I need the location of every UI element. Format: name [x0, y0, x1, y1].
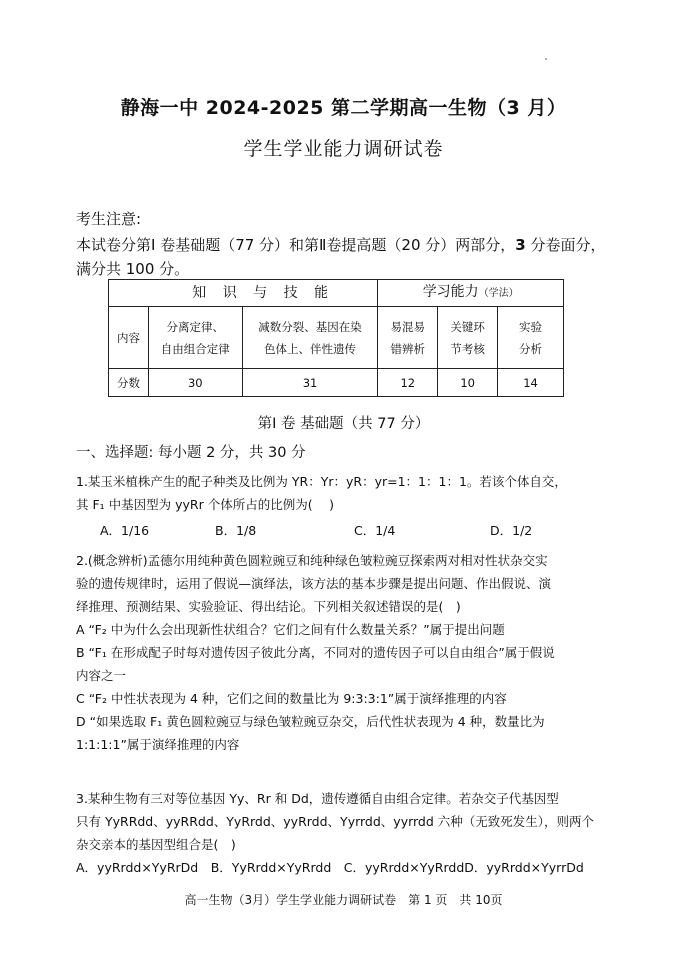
notice-text-bold: 3: [515, 236, 526, 254]
content-cell: [438, 307, 498, 369]
question-line: 只有 YyRRdd、yyRRdd、YyRrdd、yyRrdd、Yyrrdd、yyrrdd 六种（无致死发生），则两个: [76, 814, 595, 829]
choice-section-title: 一、选择题: 每小题 2 分，共 30 分: [76, 445, 306, 461]
question-line: 1.某玉米植株产生的配子种类及比例为 YR：Yr：yR：yr=1：1：1：1。若该个体自交，: [76, 474, 567, 489]
learning-ability-note: （学法）: [478, 288, 519, 299]
exam-title: 静海一中 2024-2025 第二学期高一生物（3 月）: [120, 97, 567, 119]
question-line: 绎推理、预测结果、实验验证、得出结论。下列相关叙述错误的是( ): [76, 599, 461, 614]
option-c: C “F₂ 中性状表现为 4 种，它们之间的数量比为 9:3:3:1”属于演绎推理的内容: [76, 691, 507, 706]
content-label-cell: 内容: [109, 307, 149, 369]
content-line: 色体上、伴性遗传: [264, 341, 357, 356]
table-score-row: [109, 369, 564, 397]
question-2: [76, 549, 624, 756]
learning-ability-header: [378, 280, 564, 307]
table-header-row: [109, 280, 564, 307]
question-3: [76, 787, 624, 879]
score-distribution-table: [108, 279, 564, 397]
part1-title: 第Ⅰ 卷 基础题（共 77 分）: [257, 416, 430, 432]
notice-text-part2: 分卷面分，满分共 100 分。: [76, 236, 606, 278]
page-footer: 高一生物（3月）学生学业能力调研试卷 第 1 页 共 10页: [184, 893, 503, 907]
question-1: [76, 470, 624, 516]
knowledge-skill-header: [109, 280, 378, 307]
content-cell: [148, 307, 242, 369]
notice-text: [76, 233, 616, 281]
question-line: 2.(概念辨析)孟德尔用纯种黄色圆粒豌豆和纯种绿色皱粒豌豆探索两对相对性状杂交实: [76, 553, 548, 568]
score-cell: 30: [148, 369, 242, 397]
exam-subtitle: 学生学业能力调研试卷: [243, 138, 444, 160]
content-line: 易混易: [390, 319, 426, 334]
option-a: A．1/16: [100, 523, 150, 538]
learning-ability-label: 学习能力: [422, 284, 479, 300]
content-cell: [498, 307, 564, 369]
content-cell: [242, 307, 378, 369]
option-d: D “如果选取 F₁ 黄色圆粒豌豆与绿色皱粒豌豆杂交，后代性状表现为 4 种，数量比为: [76, 714, 545, 729]
knowledge-skill-label: 知 识 与 技 能: [192, 285, 335, 301]
question-line: 杂交亲本的基因型组合是( ): [76, 837, 236, 852]
score-cell: 31: [242, 369, 378, 397]
question-line: 验的遗传规律时，运用了假说—演绎法，该方法的基本步骤是提出问题、作出假说、演: [76, 576, 552, 591]
speck-mark: [545, 58, 547, 60]
score-cell: 12: [378, 369, 438, 397]
table-content-row: [109, 307, 564, 369]
question-line: 其 F₁ 中基因型为 yyRr 个体所占的比例为( ): [76, 497, 334, 512]
notice-heading: 考生注意:: [76, 210, 142, 228]
option-b-continued: 内容之一: [76, 668, 127, 683]
question-line: 3.某种生物有三对等位基因 Yy、Rr 和 Dd，遗传遵循自由组合定律。若杂交子代基因型: [76, 791, 559, 806]
content-line: 减数分裂、基因在染: [258, 319, 362, 334]
content-line: 分离定律、: [166, 319, 225, 334]
score-cell: 10: [438, 369, 498, 397]
option-d: D．1/2: [490, 523, 533, 538]
option-a: A “F₂ 中为什么会出现新性状组合？它们之间有什么数量关系？”属于提出问题: [76, 622, 505, 637]
option-b: B．1/8: [215, 523, 257, 538]
content-cell: [378, 307, 438, 369]
score-cell: 14: [498, 369, 564, 397]
score-label-cell: 分数: [109, 369, 149, 397]
option-c: C．1/4: [354, 523, 396, 538]
notice-text-part1: 本试卷分第Ⅰ 卷基础题（77 分）和第Ⅱ卷提高题（20 分）两部分，: [76, 236, 516, 254]
content-line: 实验: [519, 319, 543, 334]
question-3-options: A．yyRrdd×YyRrDd B．YyRrdd×YyRrdd C．yyRrdd×YyRrddD．yyRrdd×YyrrDd: [76, 860, 584, 875]
content-line: 分析: [519, 341, 543, 356]
option-b: B “F₁ 在形成配子时每对遗传因子彼此分离，不同对的遗传因子可以自由组合”属于假说: [76, 645, 555, 660]
content-line: 错辨析: [390, 341, 426, 356]
option-d-continued: 1:1:1:1”属于演绎推理的内容: [76, 737, 240, 752]
content-line: 关键环: [450, 319, 485, 334]
content-line: 自由组合定律: [160, 341, 230, 356]
content-line: 节考核: [450, 341, 485, 356]
